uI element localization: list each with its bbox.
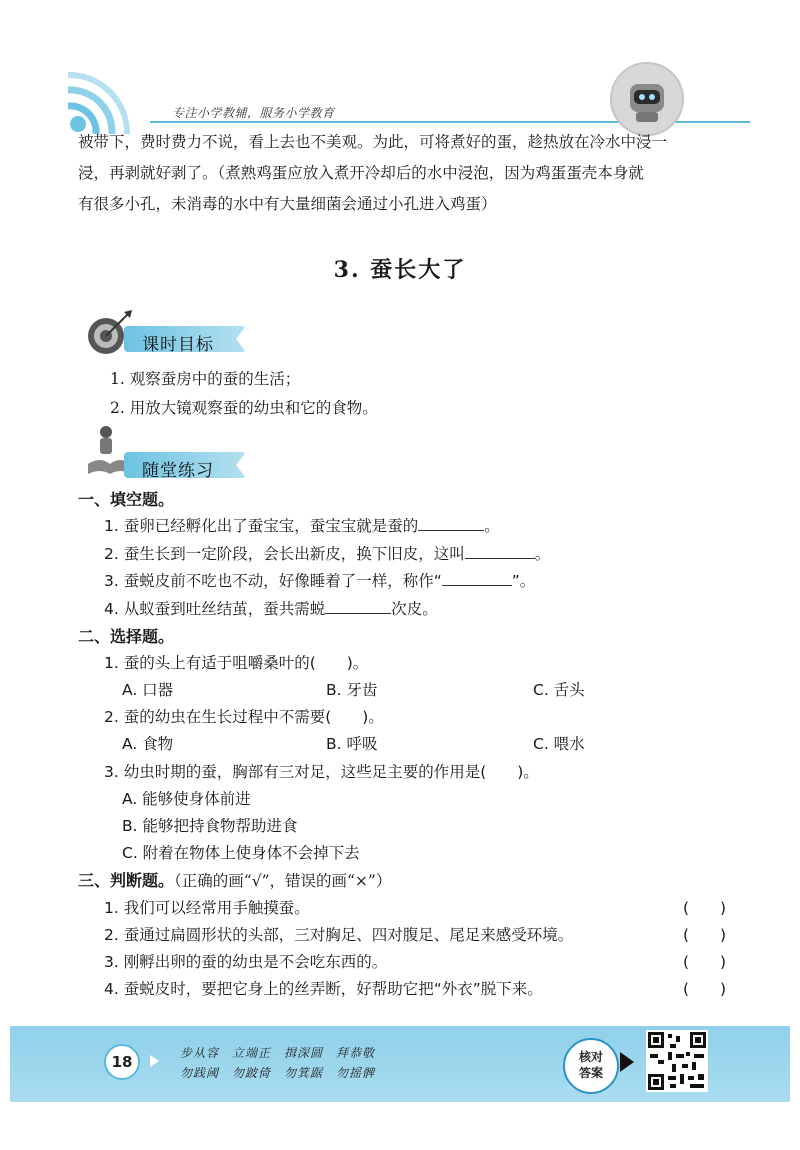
motto-line: 步从容 立端正 揖深圆 拜恭敬 [180, 1046, 376, 1060]
check-answer-label: 答案 [578, 1066, 603, 1080]
choice-option-a: A. 口器 [122, 681, 174, 699]
intro-paragraph [78, 127, 738, 220]
fill-blank-tail: 。 [484, 517, 500, 535]
judge-heading: 三、判断题。 [78, 871, 175, 890]
fill-blank-heading: 一、填空题。 [78, 490, 175, 509]
motto-line: 勿践阈 勿跛倚 勿箕踞 勿摇髀 [180, 1066, 376, 1080]
lesson-title: 3. 蚕长大了 [333, 257, 467, 283]
judge-answer-box[interactable]: ( ) [683, 899, 727, 917]
choice-option-c: C. 舌头 [533, 681, 585, 699]
intro-line: 被带下，费时费力不说，看上去也不美观。为此，可将煮好的蛋，趁热放在冷水中浸一 [78, 133, 668, 151]
fill-blank-item [104, 569, 535, 591]
right-arrow-icon [620, 1052, 634, 1072]
judge-answer-box[interactable]: ( ) [683, 953, 727, 971]
choice-option-c: C. 喂水 [533, 735, 585, 753]
fill-blank-text: 2. 蚕生长到一定阶段，会长出新皮，换下旧皮，这叫 [104, 545, 465, 563]
robot-mascot-icon [610, 62, 684, 136]
objectives-banner [84, 320, 246, 356]
judge-answer-box[interactable]: ( ) [683, 926, 727, 944]
answer-blank[interactable] [465, 544, 535, 559]
intro-line: 有很多小孔，未消毒的水中有大量细菌会通过小孔进入鸡蛋） [78, 195, 497, 213]
check-answer-label: 核对 [578, 1050, 603, 1064]
fill-blank-tail: 次皮。 [391, 600, 438, 618]
header-tagline: 专注小学教辅，服务小学教育 [172, 106, 335, 120]
judge-item: 2. 蚕通过扁圆形状的头部，三对胸足、四对腹足、尾足来感受环境。 [104, 926, 574, 944]
judge-answer-box[interactable]: ( ) [683, 980, 727, 998]
choice-heading: 二、选择题。 [78, 627, 175, 646]
answer-blank[interactable] [442, 571, 512, 586]
fill-blank-item [104, 597, 438, 619]
choice-option-a: A. 食物 [122, 735, 174, 753]
fill-blank-item [104, 542, 550, 564]
choice-question: 3. 幼虫时期的蚕，胸部有三对足，这些足主要的作用是( )。 [104, 763, 539, 781]
objectives-label: 课时目标 [142, 335, 214, 355]
choice-option-a: A. 能够使身体前进 [122, 790, 251, 808]
choice-question: 2. 蚕的幼虫在生长过程中不需要( )。 [104, 708, 384, 726]
judge-item: 1. 我们可以经常用手触摸蚕。 [104, 899, 310, 917]
choice-question: 1. 蚕的头上有适于咀嚼桑叶的( )。 [104, 654, 369, 672]
fill-blank-text: 3. 蚕蜕皮前不吃也不动，好像睡着了一样，称作“ [104, 572, 442, 590]
judge-heading-row [78, 868, 391, 891]
judge-item: 3. 刚孵出卵的蚕的幼虫是不会吃东西的。 [104, 953, 388, 971]
practice-label: 随堂练习 [142, 461, 214, 481]
choice-option-b: B. 能够把持食物帮助进食 [122, 817, 298, 835]
fill-blank-item [104, 514, 500, 536]
page-number: 18 [104, 1044, 140, 1080]
objective-item: 2. 用放大镜观察蚕的幼虫和它的食物。 [110, 399, 378, 417]
choice-option-b: B. 牙齿 [326, 681, 378, 699]
objective-item: 1. 观察蚕房中的蚕的生活； [110, 370, 301, 388]
practice-banner [84, 446, 246, 482]
play-arrow-icon [150, 1055, 159, 1067]
check-answer-button[interactable] [563, 1038, 619, 1094]
intro-line: 浸，再剥就好剥了。（煮熟鸡蛋应放入煮开冷却后的水中浸泡，因为鸡蛋蛋壳本身就 [78, 164, 644, 182]
fill-blank-tail: ”。 [511, 572, 536, 590]
judge-note: （正确的画“√”，错误的画“×”） [174, 872, 392, 890]
judge-item: 4. 蚕蜕皮时，要把它身上的丝弄断，好帮助它把“外衣”脱下来。 [104, 980, 543, 998]
fill-blank-text: 4. 从蚁蚕到吐丝结茧，蚕共需蜕 [104, 600, 326, 618]
answer-blank[interactable] [418, 516, 484, 531]
choice-option-c: C. 附着在物体上使身体不会掉下去 [122, 844, 360, 862]
qr-code-icon[interactable] [646, 1030, 708, 1092]
fill-blank-text: 1. 蚕卵已经孵化出了蚕宝宝，蚕宝宝就是蚕的 [104, 517, 419, 535]
choice-option-b: B. 呼吸 [326, 735, 378, 753]
fill-blank-tail: 。 [534, 545, 551, 563]
answer-blank[interactable] [325, 599, 391, 614]
